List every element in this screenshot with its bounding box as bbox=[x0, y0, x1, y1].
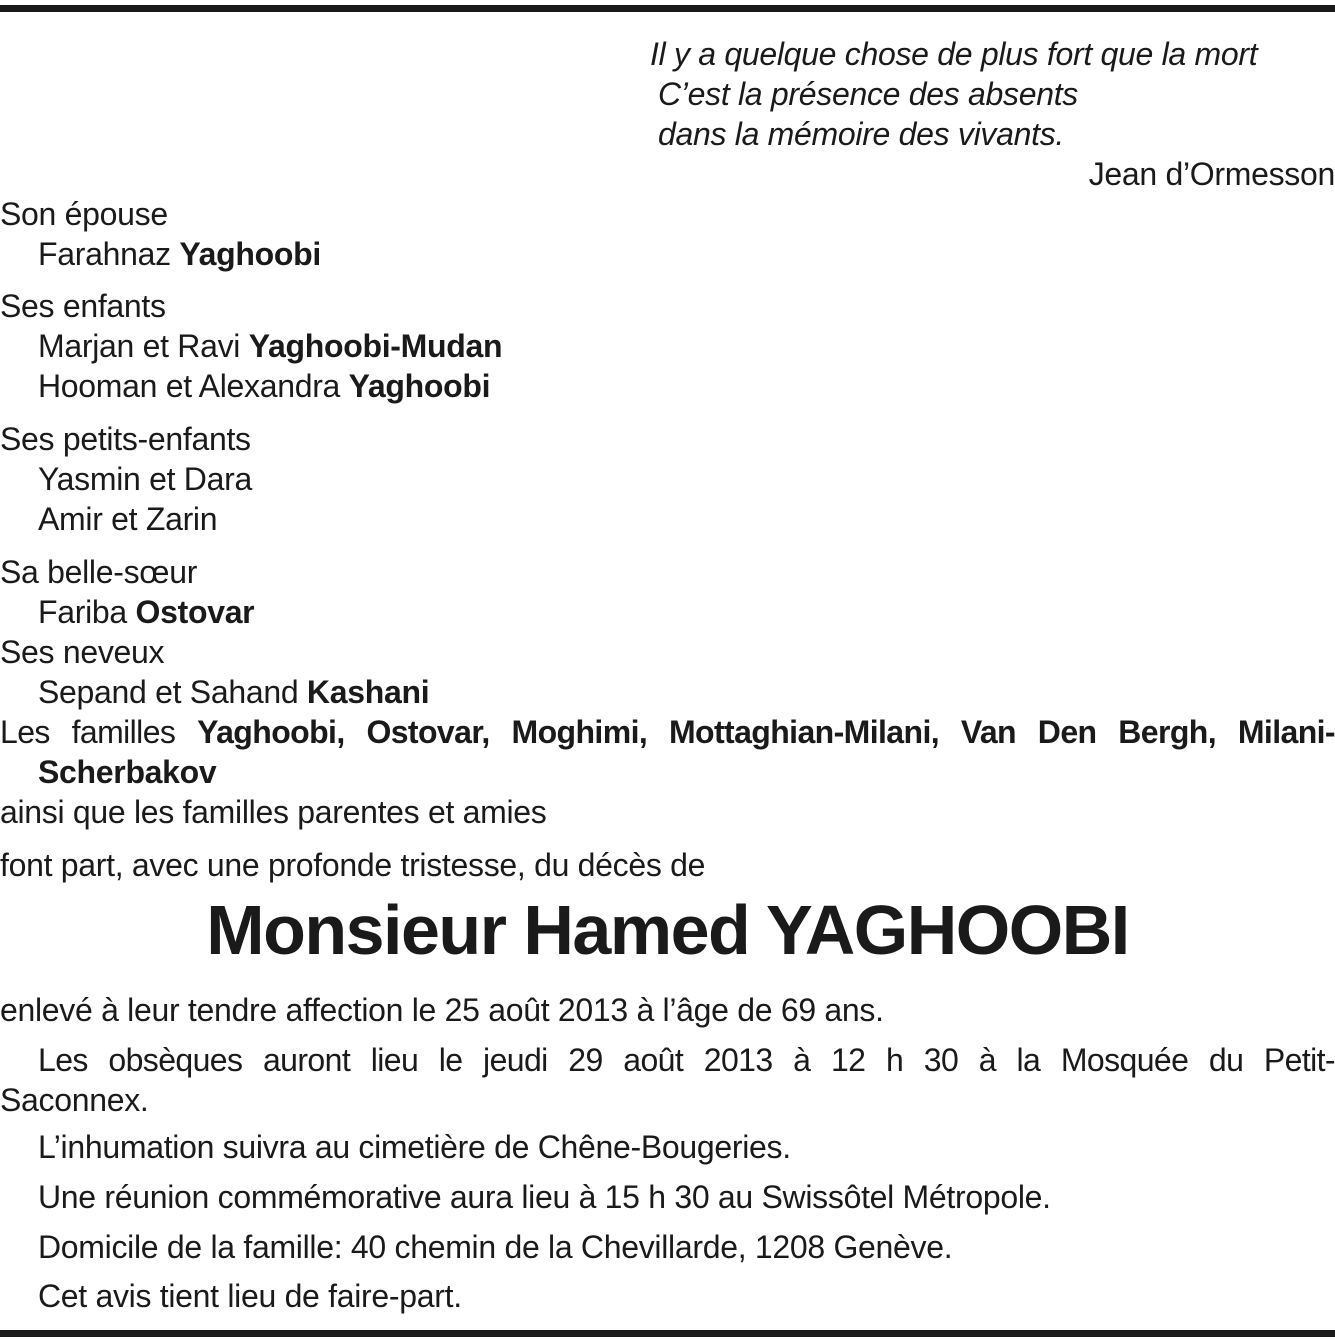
sister-in-law-name bbox=[38, 592, 254, 632]
sister-in-law-last-name: Ostovar bbox=[135, 594, 255, 630]
spouse-label: Son épouse bbox=[0, 196, 168, 232]
top-rule bbox=[0, 5, 1335, 12]
quote-line-3: dans la mémoire des vivants. bbox=[658, 116, 1065, 152]
grandchildren-2: Amir et Zarin bbox=[38, 501, 218, 537]
spouse-name bbox=[38, 234, 321, 274]
notice-line: Cet avis tient lieu de faire-part. bbox=[38, 1278, 462, 1314]
child-1-last-name: Yaghoobi-Mudan bbox=[248, 328, 503, 364]
sister-in-law-label: Sa belle-sœur bbox=[0, 554, 198, 590]
families-prefix: Les familles bbox=[0, 714, 176, 750]
sister-in-law-first-name: Fariba bbox=[38, 594, 127, 630]
quote-line-2: C’est la présence des absents bbox=[658, 76, 1078, 112]
burial-line: L’inhumation suivra au cimetière de Chêne-Bougeries. bbox=[38, 1129, 791, 1165]
child-1-name bbox=[38, 326, 502, 366]
families-names: Yaghoobi, Ostovar, Moghimi, Mottaghian-Milani, Van Den Bergh, Milani- bbox=[197, 714, 1335, 750]
grandchildren-label: Ses petits-enfants bbox=[0, 421, 251, 457]
child-1-first-names: Marjan et Ravi bbox=[38, 328, 241, 364]
announcement-intro: font part, avec une profonde tristesse, du décès de bbox=[0, 847, 706, 883]
nephews-last-name: Kashani bbox=[306, 674, 430, 710]
children-label: Ses enfants bbox=[0, 288, 166, 324]
child-2-first-names: Hooman et Alexandra bbox=[38, 368, 341, 404]
families-line-1 bbox=[0, 712, 1335, 752]
child-2-last-name: Yaghoobi bbox=[348, 368, 491, 404]
quote-author: Jean d’Ormesson bbox=[1088, 156, 1335, 192]
friends-line: ainsi que les familles parentes et amies bbox=[0, 794, 547, 830]
funeral-line-1: Les obsèques auront lieu le jeudi 29 août 2013 à 12 h 30 à la Mosquée du Petit- bbox=[38, 1042, 1335, 1078]
nephews-name bbox=[38, 672, 429, 712]
grandchildren-1: Yasmin et Dara bbox=[38, 461, 252, 497]
address-line: Domicile de la famille: 40 chemin de la Chevillarde, 1208 Genève. bbox=[38, 1229, 953, 1265]
funeral-line-2: Saconnex. bbox=[0, 1082, 149, 1118]
spouse-last-name: Yaghoobi bbox=[179, 236, 321, 272]
deceased-name: Monsieur Hamed YAGHOOBI bbox=[206, 891, 1129, 969]
passing-line: enlevé à leur tendre affection le 25 août 2013 à l’âge de 69 ans. bbox=[0, 992, 884, 1028]
families-line-2: Scherbakov bbox=[38, 754, 217, 790]
nephews-first-names: Sepand et Sahand bbox=[38, 674, 299, 710]
quote-line-1: Il y a quelque chose de plus fort que la mort bbox=[650, 36, 1258, 72]
child-2-name bbox=[38, 366, 490, 406]
spouse-first-name: Farahnaz bbox=[38, 236, 171, 272]
bottom-rule bbox=[0, 1330, 1335, 1337]
memorial-line: Une réunion commémorative aura lieu à 15 h 30 au Swissôtel Métropole. bbox=[38, 1179, 1051, 1215]
nephews-label: Ses neveux bbox=[0, 634, 165, 670]
